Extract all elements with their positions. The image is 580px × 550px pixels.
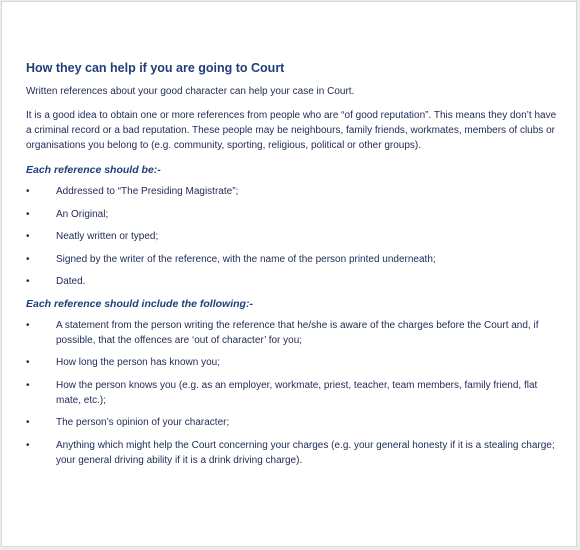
- list-item-text: Neatly written or typed;: [56, 231, 159, 242]
- bullet-icon: •: [26, 253, 30, 265]
- list-item: [26, 355, 558, 370]
- list-item: [26, 415, 558, 430]
- list-item-text: A statement from the person writing the reference that he/she is aware of the charges before the Court and, if possible, that the offences are ‘out of character’ for you;: [56, 319, 539, 346]
- list-item: [26, 252, 558, 267]
- document-page: [1, 1, 577, 547]
- bullet-icon: •: [26, 208, 30, 220]
- intro-paragraph: Written references about your good character can help your case in Court.: [26, 86, 355, 97]
- reference-content-list: [26, 318, 558, 468]
- list-item: [26, 184, 558, 199]
- list-item-text: How long the person has known you;: [56, 357, 220, 368]
- list-item-text: Signed by the writer of the reference, with the name of the person printed underneath;: [56, 253, 436, 265]
- bullet-icon: •: [26, 439, 30, 451]
- bullet-icon: •: [26, 379, 30, 391]
- bullet-icon: •: [26, 357, 30, 368]
- list-item: [26, 229, 558, 244]
- list-item: [26, 207, 558, 222]
- list-item-text: How the person knows you (e.g. as an employer, workmate, priest, teacher, team members, family friend, flat mate, etc.);: [56, 379, 538, 406]
- list-item-text: Anything which might help the Court concerning your charges (e.g. your general honesty if it is a stealing charge; your general driving ability if it is a drink driving charge).: [56, 439, 555, 466]
- list-item: [26, 438, 558, 468]
- section-heading-reference-content: Each reference should include the following:-: [26, 297, 253, 310]
- list-item: [26, 378, 558, 408]
- bullet-icon: •: [26, 319, 30, 331]
- list-item-text: An Original;: [56, 208, 109, 220]
- list-item: [26, 318, 558, 348]
- list-item-text: Dated.: [56, 276, 86, 287]
- list-item-text: The person’s opinion of your character;: [56, 417, 230, 428]
- list-item: [26, 274, 558, 289]
- bullet-icon: •: [26, 231, 30, 242]
- list-item-text: Addressed to “The Presiding Magistrate”;: [56, 186, 239, 197]
- document-title: How they can help if you are going to Court: [26, 61, 285, 75]
- reference-requirements-list: [26, 184, 558, 289]
- document-content: [26, 60, 558, 475]
- reputation-paragraph: It is a good idea to obtain one or more references from people who are “of good reputation”. This means they don’t have a criminal record or a bad reputation. These people may be neighbours, family friends, workmates, members of clubs or organisations you belong to (e.g. community, sporting, religious, political or other groups).: [26, 110, 557, 151]
- bullet-icon: •: [26, 186, 30, 197]
- bullet-icon: •: [26, 276, 30, 287]
- section-heading-reference-requirements: Each reference should be:-: [26, 164, 161, 176]
- bullet-icon: •: [26, 417, 30, 428]
